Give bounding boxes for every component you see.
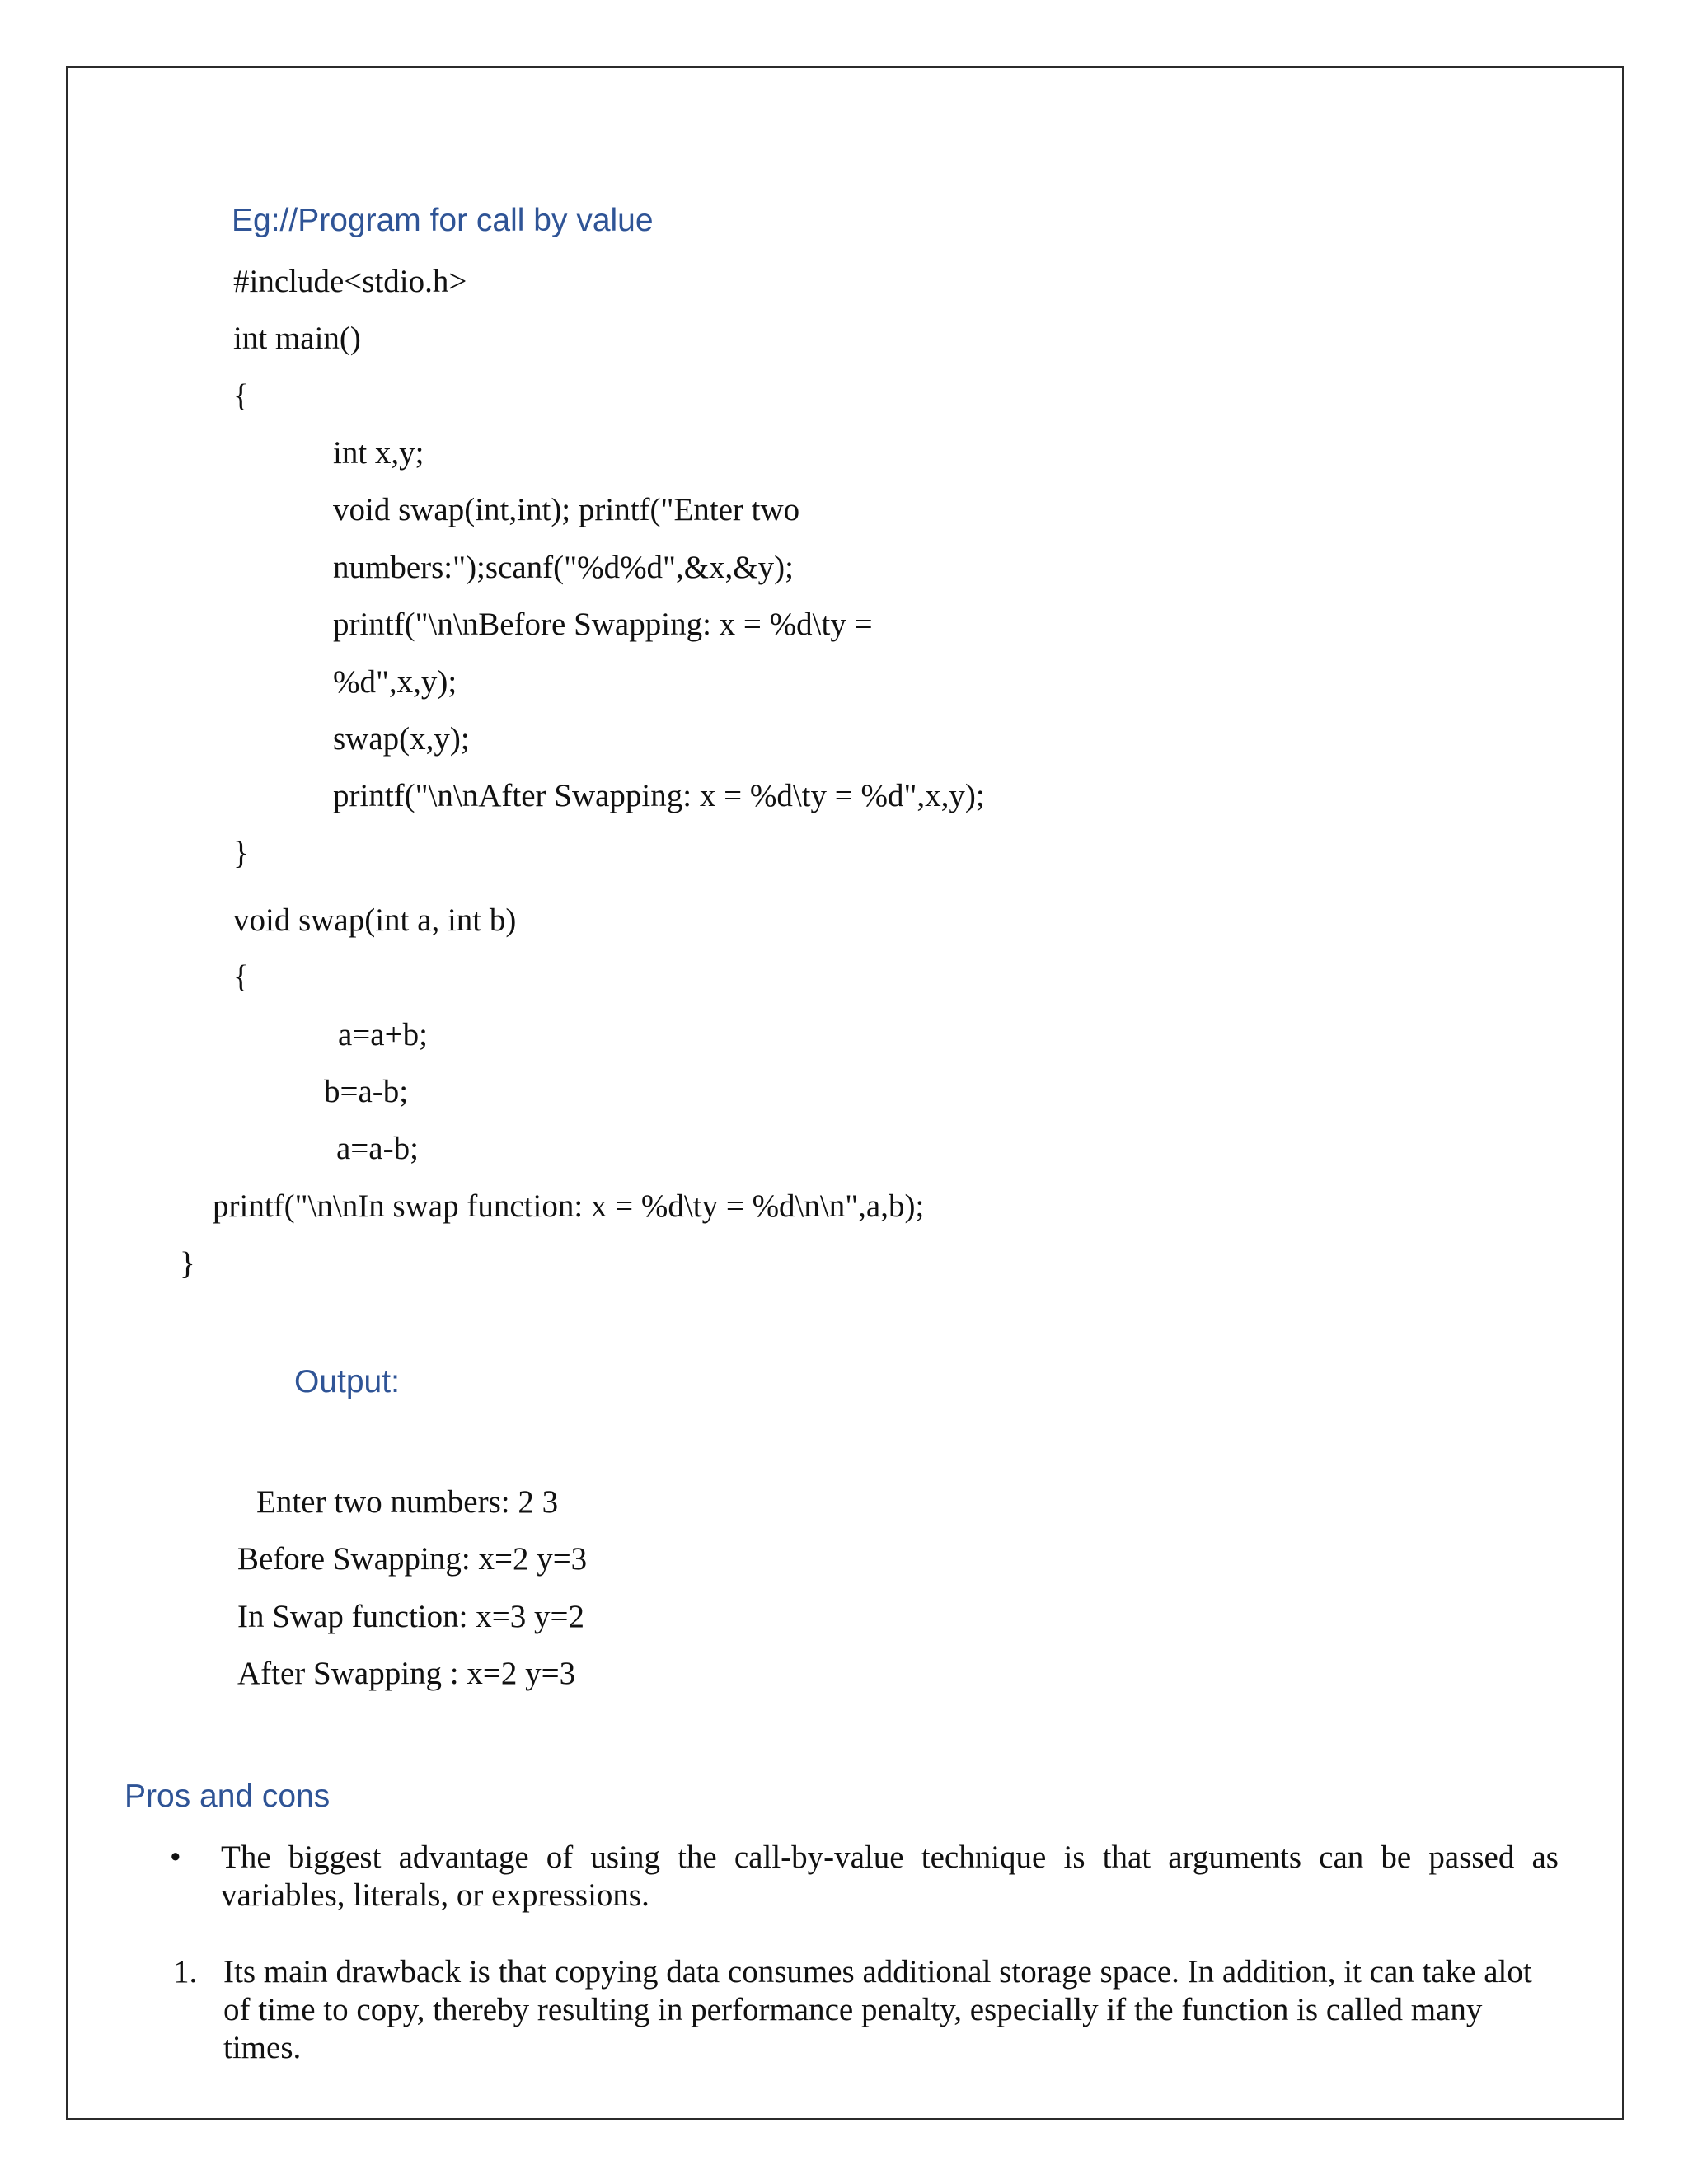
code-line-a-sum: a=a+b;	[338, 1017, 428, 1052]
example-heading: Eg://Program for call by value	[232, 203, 654, 238]
code-line-swap-close: }	[180, 1246, 195, 1282]
code-line-b-diff: b=a-b;	[324, 1074, 409, 1109]
code-line-printf-before: printf("\n\nBefore Swapping: x = %d\ty =	[333, 607, 873, 642]
bullet-marker: •	[170, 1840, 181, 1875]
code-line-printf-swap: printf("\n\nIn swap function: x = %d\ty = %d\n\n",a,b);	[213, 1188, 925, 1224]
code-line-open-brace: {	[233, 378, 249, 414]
code-line-swap-open: {	[233, 959, 249, 995]
code-line-scanf: numbers:");scanf("%d%d",&x,&y);	[333, 550, 794, 585]
code-line-swap-call: swap(x,y);	[333, 721, 470, 757]
output-line-input: Enter two numbers: 2 3	[256, 1484, 559, 1520]
code-line-printf-after: printf("\n\nAfter Swapping: x = %d\ty = %d",x,y);	[333, 778, 985, 813]
code-line-a-diff: a=a-b;	[336, 1131, 419, 1166]
pros-cons-heading: Pros and cons	[124, 1779, 331, 1814]
output-heading: Output:	[294, 1364, 400, 1399]
output-line-in-swap: In Swap function: x=3 y=2	[237, 1599, 584, 1634]
code-line-decl: int x,y;	[333, 435, 424, 471]
output-line-after: After Swapping : x=2 y=3	[237, 1656, 576, 1691]
numbered-marker: 1.	[173, 1954, 198, 1990]
code-line-close-brace: }	[233, 836, 249, 871]
cons-numbered-text: Its main drawback is that copying data consumes additional storage space. In addition, it can take alot of time to copy, thereby resulting in performance penalty, especially if the function is called many times.	[223, 1954, 1532, 2065]
code-line-printf-before-cont: %d",x,y);	[333, 664, 457, 700]
code-line-main: int main()	[233, 321, 361, 356]
output-line-before: Before Swapping: x=2 y=3	[237, 1541, 588, 1577]
code-line-swap-def: void swap(int a, int b)	[233, 902, 517, 938]
pros-bullet-text: The biggest advantage of using the call-by-value technique is that arguments can be passed as variables, literals, or expressions.	[221, 1840, 1559, 1913]
code-line-include: #include<stdio.h>	[233, 264, 467, 299]
code-line-prototype: void swap(int,int); printf("Enter two	[333, 492, 800, 527]
